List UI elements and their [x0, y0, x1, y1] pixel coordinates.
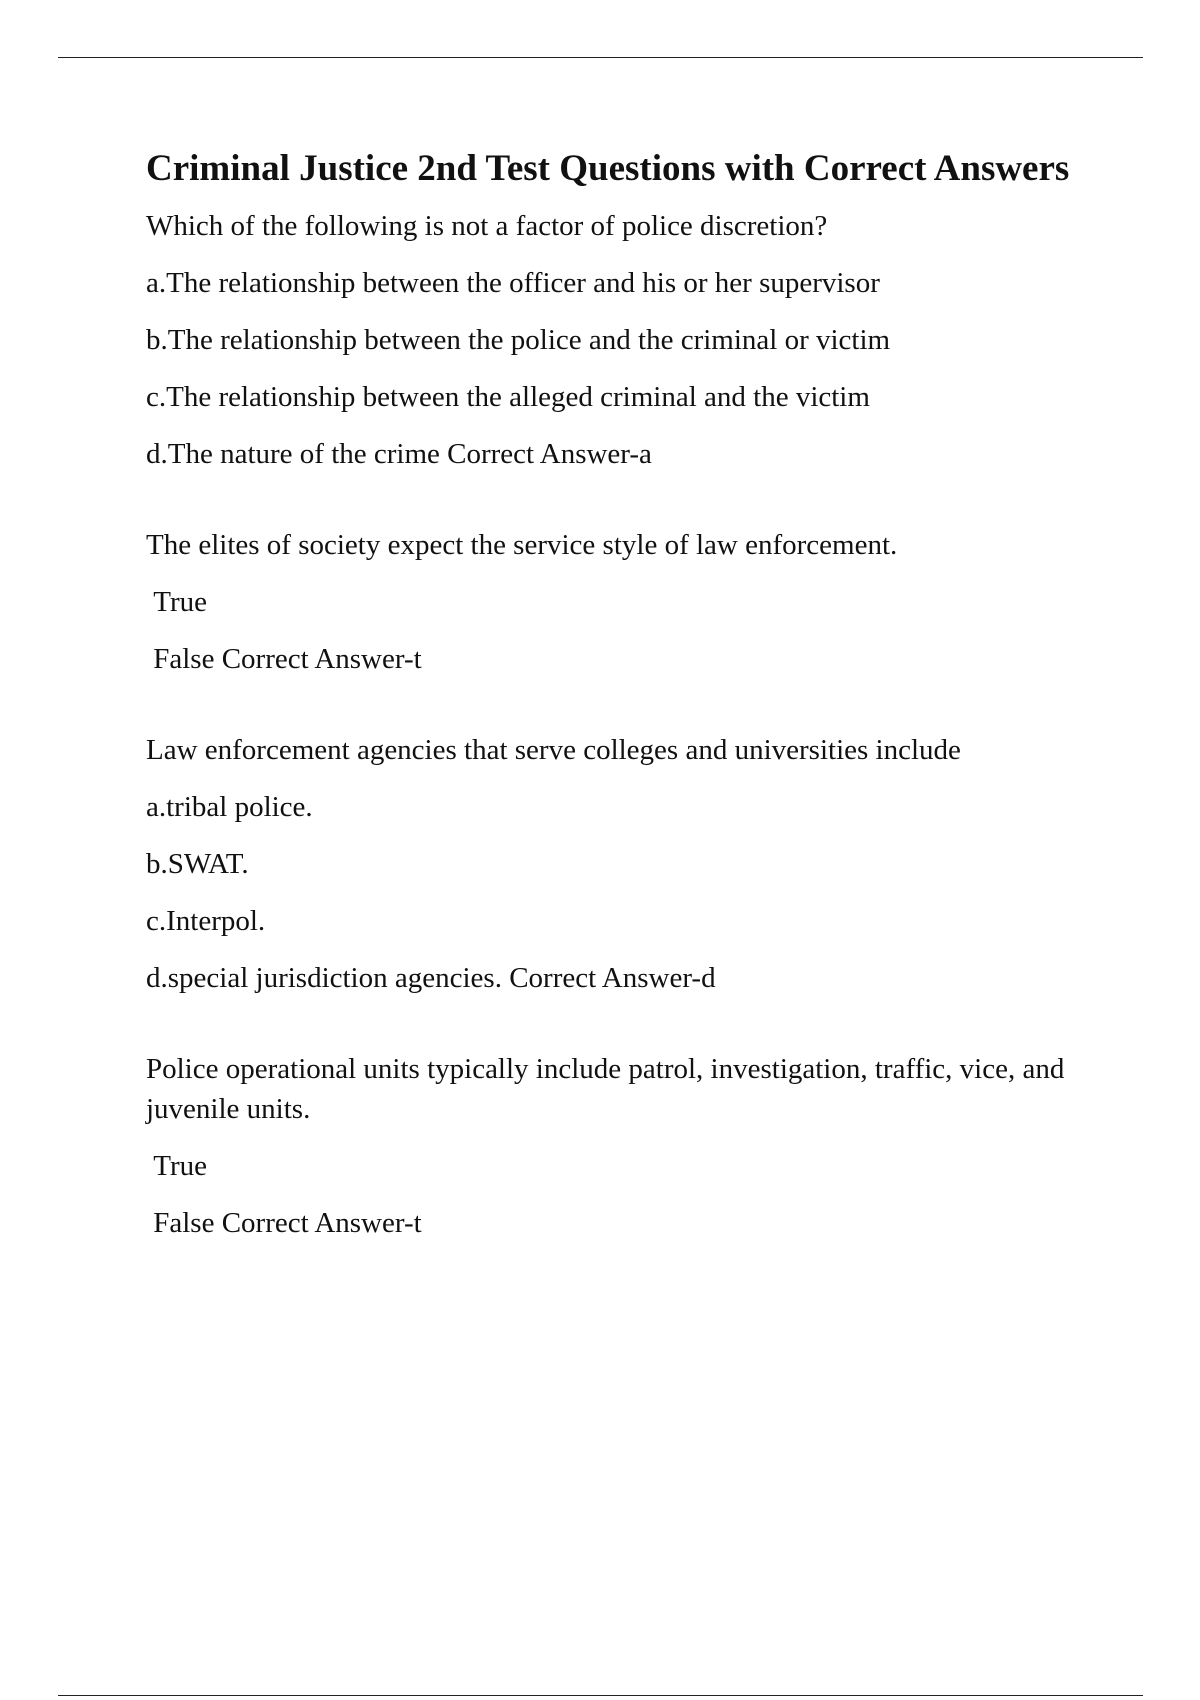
question-stem: Which of the following is not a factor of police discretion?: [146, 210, 828, 242]
question-stem: Law enforcement agencies that serve colleges and universities include: [146, 734, 961, 766]
answer-option: a.tribal police.: [146, 791, 313, 823]
top-rule: [58, 57, 1143, 58]
bottom-rule: [58, 1695, 1143, 1696]
question-2: [146, 525, 1086, 679]
answer-option: c.The relationship between the alleged criminal and the victim: [146, 381, 870, 413]
answer-option: d.The nature of the crime Correct Answer-a: [146, 438, 652, 470]
answer-option: d.special jurisdiction agencies. Correct Answer-d: [146, 962, 716, 994]
question-3: [146, 730, 1086, 998]
question-1: [146, 206, 1086, 474]
answer-option: True: [146, 1150, 207, 1182]
question-stem: The elites of society expect the service style of law enforcement.: [146, 529, 898, 561]
answer-option: a.The relationship between the officer and his or her supervisor: [146, 267, 880, 299]
answer-option: False Correct Answer-t: [146, 643, 422, 675]
question-stem: Police operational units typically include patrol, investigation, traffic, vice, and juvenile units.: [146, 1053, 1072, 1125]
document-body: [146, 143, 1086, 1260]
document-title: Criminal Justice 2nd Test Questions with Correct Answers: [146, 148, 1070, 189]
answer-option: b.SWAT.: [146, 848, 249, 880]
answer-option: False Correct Answer-t: [146, 1207, 422, 1239]
answer-option: True: [146, 586, 207, 618]
answer-option: c.Interpol.: [146, 905, 266, 937]
answer-option: b.The relationship between the police and the criminal or victim: [146, 324, 891, 356]
question-4: [146, 1049, 1086, 1243]
